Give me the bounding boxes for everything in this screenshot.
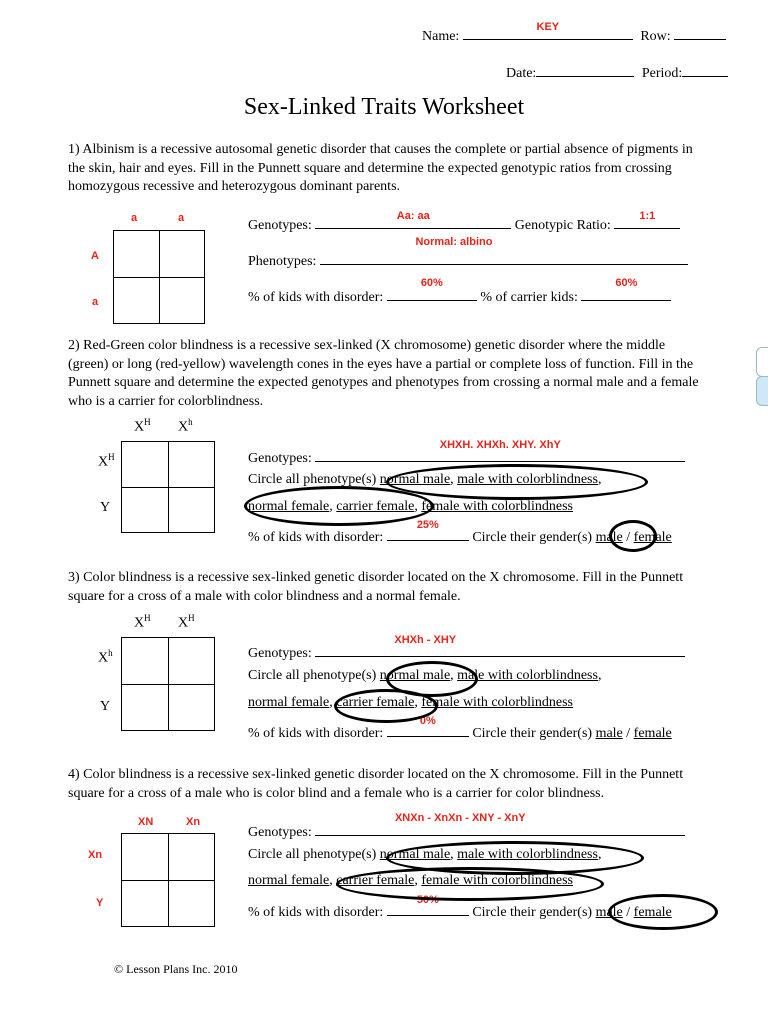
name-row (422, 21, 726, 45)
name-value: KEY (536, 21, 560, 33)
q4-gender-female[interactable]: female (633, 905, 672, 920)
row-field[interactable] (674, 24, 726, 40)
period-label: Period: (641, 66, 683, 81)
q3-disorder-label: % of kids with disorder: (248, 726, 384, 741)
row-label: Row: (640, 29, 671, 44)
q3-gender-female[interactable]: female (633, 726, 672, 741)
q1-phenotypes-value: Normal: albino (415, 236, 493, 248)
q3-circle-label: Circle all phenotype(s) (248, 668, 377, 683)
q2-genotypes-value: XHXH. XHXh. XHY. XhY (439, 439, 561, 451)
q3-opt-carrier-female[interactable]: carrier female (336, 695, 415, 710)
name-field[interactable] (463, 21, 633, 40)
q4-disorder-field[interactable] (387, 894, 469, 916)
name-label: Name: (422, 29, 460, 44)
period-field[interactable] (682, 61, 728, 77)
q3-row-allele-1: $X^h$ (98, 648, 113, 666)
q3-phenotype-row-1: Circle all phenotype(s) normal male, male with colorblindness, (248, 668, 602, 683)
q2-row-allele-1: $X^H$ (98, 452, 115, 470)
q1-carrier-field[interactable] (581, 277, 671, 301)
date-row (506, 61, 728, 82)
date-label: Date: (506, 66, 537, 81)
q2-col-allele-1: $X^H$ (134, 417, 151, 435)
q4-genotypes-label: Genotypes: (248, 825, 312, 840)
q2-disorder-row: % of kids with disorder: 25% Circle their gender(s) male / female (248, 519, 672, 545)
q4-col-allele-2: Xn (186, 816, 201, 828)
q3-genotypes-label: Genotypes: (248, 646, 312, 661)
q2-circle-label: Circle all phenotype(s) (248, 472, 377, 487)
q4-opt-carrier-female[interactable]: carrier female (336, 873, 415, 888)
q3-genotypes-field[interactable] (315, 634, 685, 657)
q4-genotypes-field[interactable] (315, 812, 685, 836)
q2-genotypes-field[interactable] (315, 439, 685, 462)
q2-gender-female[interactable]: female (633, 530, 672, 545)
q1-genotypes-label: Genotypes: (248, 218, 312, 233)
q1-row-allele-2: a (92, 296, 99, 308)
q2-text: 2) Red-Green color blindness is a recessive sex-linked (X chromosome) genetic disorder where the middle (green) or long (red-yellow) wavelength cones in the eyes have a partial or complete loss of function. Fill in the Punnett square and determine the expected genotypes and phenotypes from crossing a normal male and a female who is a carrier for colorblindness. (68, 338, 699, 409)
q2-opt-male-colorblind[interactable]: male with colorblindness (457, 472, 598, 487)
q4-circle-label: Circle all phenotype(s) (248, 847, 377, 862)
q4-phenotype-row-1: Circle all phenotype(s) normal male, male with colorblindness, (248, 847, 602, 862)
q2-disorder-value: 25% (416, 519, 439, 531)
q2-genotypes-label: Genotypes: (248, 451, 312, 466)
q3-col-allele-2: $X^H$ (178, 613, 195, 631)
q4-disorder-label: % of kids with disorder: (248, 905, 384, 920)
q2-opt-normal-female[interactable]: normal female (248, 499, 330, 514)
q2-phenotype-row-2: normal female, carrier female, female with colorblindness (248, 499, 573, 514)
q2-gender-male[interactable]: male (595, 530, 623, 545)
q1-genotypes-row (248, 210, 680, 234)
q4-opt-male-colorblind[interactable]: male with colorblindness (457, 847, 598, 862)
date-field[interactable] (536, 61, 634, 77)
q1-disorder-row (248, 277, 671, 306)
q2-circle-mark-male-gender (609, 520, 657, 552)
q3-gender-label: Circle their gender(s) (472, 726, 593, 741)
q4-text: 4) Color blindness is a recessive sex-linked genetic disorder located on the X chromosome. Fill in the Punnett square for a cross of a male who is color blind and a female who is a carrier for color blindness. (68, 767, 684, 801)
q1-ratio-value: 1:1 (639, 210, 656, 222)
q3-opt-male-colorblind[interactable]: male with colorblindness (457, 668, 598, 683)
q1-carrier-value: 60% (615, 277, 638, 289)
q2-disorder-label: % of kids with disorder: (248, 530, 384, 545)
q1-text: 1) Albinism is a recessive autosomal genetic disorder that causes the complete or partial absence of pigments in the skin, hair and eyes. Fill in the Punnett square and determine the expected genotypic ratios from crossing homozygous recessive and heterozygous dominant parents. (68, 142, 693, 194)
q4-row-allele-2: Y (96, 897, 104, 909)
q1-phenotypes-label: Phenotypes: (248, 254, 317, 269)
q4-circle-mark-gender (608, 894, 718, 930)
q4-gender-male[interactable]: male (595, 905, 623, 920)
q4-row-allele-1: Xn (88, 849, 103, 861)
q4-opt-normal-female[interactable]: normal female (248, 873, 330, 888)
q1-genotypes-field[interactable] (315, 210, 511, 229)
q2-opt-female-colorblind[interactable]: female with colorblindness (421, 499, 573, 514)
q3-col-allele-1: $X^H$ (134, 613, 151, 631)
q2-circle-mark-females (244, 486, 434, 526)
q3-disorder-row: % of kids with disorder: 0% Circle their gender(s) male / female (248, 715, 672, 741)
q1-row-allele-1: A (91, 250, 99, 262)
q4-punnett-square[interactable] (121, 833, 215, 927)
q1-disorder-label: % of kids with disorder: (248, 290, 384, 305)
q4-disorder-row: % of kids with disorder: 50% Circle their gender(s) male / female (248, 894, 672, 920)
q2-row-allele-2: Y (100, 500, 111, 515)
footer-copyright: © Lesson Plans Inc. 2010 (114, 962, 238, 976)
q3-phenotype-row-2: normal female, carrier female, female with colorblindness (248, 695, 573, 710)
q2-circle-mark-males (386, 464, 648, 500)
side-tab-lower[interactable] (756, 376, 768, 406)
q2-opt-normal-male[interactable]: normal male (379, 472, 451, 487)
q1-col-allele-1: a (131, 212, 138, 224)
q3-opt-female-colorblind[interactable]: female with colorblindness (421, 695, 573, 710)
q4-genotypes-row (248, 812, 685, 841)
q3-circle-mark-carrier-female (334, 689, 438, 723)
q2-opt-carrier-female[interactable]: carrier female (336, 499, 415, 514)
worksheet-title: Sex-Linked Traits Worksheet (243, 94, 525, 120)
q4-genotypes-value: XNXn - XnXn - XNY - XnY (394, 812, 526, 824)
q3-gender-male[interactable]: male (595, 726, 623, 741)
q1-ratio-field[interactable] (614, 210, 680, 229)
q4-gender-label: Circle their gender(s) (472, 905, 593, 920)
q4-circle-mark-females (336, 867, 604, 901)
q1-ratio-label: Genotypic Ratio: (514, 218, 611, 233)
q4-opt-female-colorblind[interactable]: female with colorblindness (421, 873, 573, 888)
q4-phenotype-row-2: normal female, carrier female, female with colorblindness (248, 873, 573, 888)
q3-text: 3) Color blindness is a recessive sex-linked genetic disorder located on the X chromosome. Fill in the Punnett square for a cross of a male with color blindness and a normal female. (68, 570, 684, 604)
q2-punnett-square[interactable] (121, 441, 215, 533)
q2-genotypes-row (248, 439, 685, 467)
q2-gender-label: Circle their gender(s) (472, 530, 593, 545)
q1-disorder-field[interactable] (387, 277, 477, 301)
q3-row-allele-2: Y (100, 699, 111, 714)
q2-phenotype-row-1: Circle all phenotype(s) normal male, male with colorblindness, (248, 472, 602, 487)
q1-punnett-square[interactable] (113, 230, 205, 324)
q4-opt-normal-male[interactable]: normal male (379, 847, 451, 862)
q1-carrier-label: % of carrier kids: (480, 290, 578, 305)
q3-opt-normal-male[interactable]: normal male (379, 668, 451, 683)
q2-col-allele-2: $X^h$ (178, 417, 193, 435)
q1-disorder-value: 60% (420, 277, 443, 289)
q1-phenotypes-field[interactable] (320, 236, 688, 265)
q3-disorder-field[interactable] (387, 715, 469, 737)
q4-col-allele-1: XN (138, 816, 154, 828)
q3-punnett-square[interactable] (121, 637, 215, 731)
q1-col-allele-2: a (178, 212, 185, 224)
q3-genotypes-value: XHXh - XHY (394, 634, 457, 646)
side-tab-upper[interactable] (756, 347, 768, 377)
q3-disorder-value: 0% (419, 715, 436, 727)
q3-opt-normal-female[interactable]: normal female (248, 695, 330, 710)
q3-genotypes-row (248, 634, 685, 662)
q2-disorder-field[interactable] (387, 519, 469, 541)
q1-phenotypes-row (248, 236, 688, 270)
q4-disorder-value: 50% (416, 894, 439, 906)
q1-genotypes-value: Aa: aa (396, 210, 430, 222)
